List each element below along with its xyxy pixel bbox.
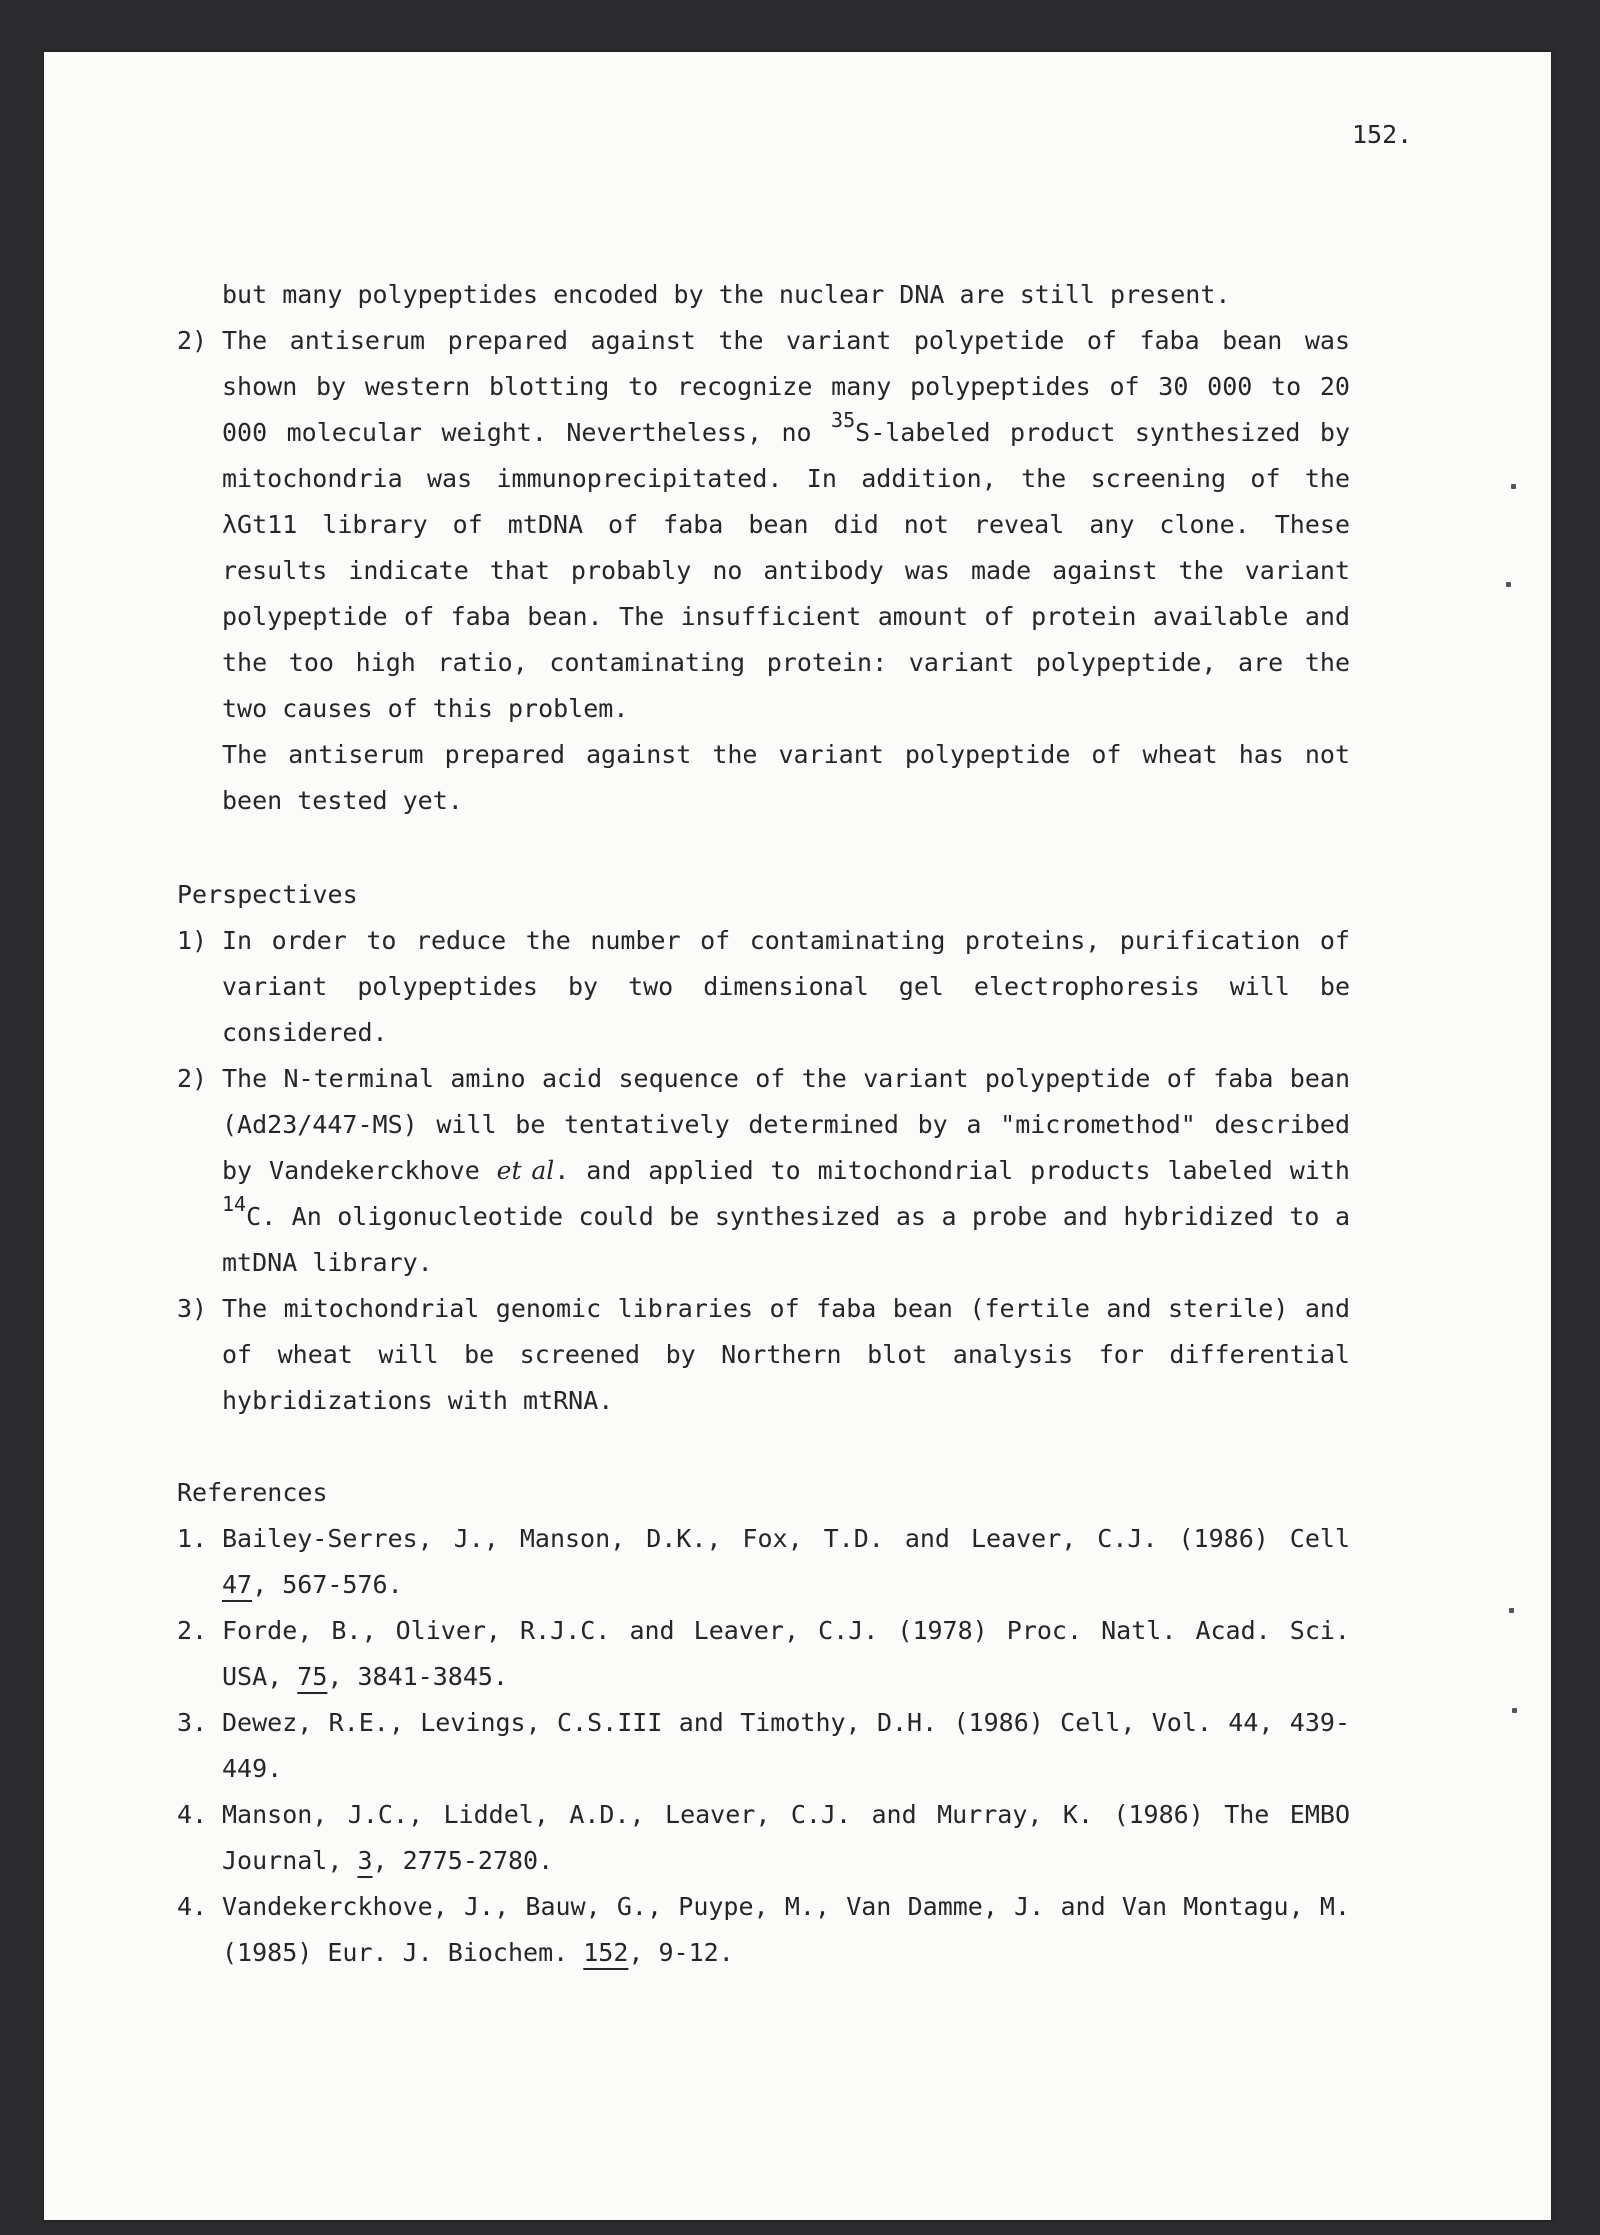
volume-number: 75 [297,1662,328,1691]
result-paragraph-2: The antiserum prepared against the variant polypeptide of wheat has not been tested yet. [222,740,1350,815]
results-section [177,272,1351,824]
reference-item [177,1516,1350,1608]
margin-mark [1512,1708,1517,1713]
margin-mark [1506,582,1511,587]
perspective-text: . and applied to mitochondrial products labeled with [554,1156,1350,1185]
references-list [177,1516,1350,1976]
result-item-2 [177,318,1351,732]
item-number: 2) [177,1064,208,1093]
references-section [177,1470,1350,1516]
volume-number: 3 [357,1846,373,1875]
perspectives-list [177,918,1350,1424]
perspectives-section [177,872,1350,918]
reference-text: Forde, B., Oliver, R.J.C. and Leaver, C.J. (1978) Proc. Natl. Acad. Sci. USA, [222,1616,1350,1691]
result-text-a: The antiserum prepared against the variant polypetide of faba bean was shown by western blotting to recognize many polypeptides of 30 000 to 20 000 molecular weight. Nevertheless, no [222,326,1350,447]
reference-item [177,1792,1350,1884]
item-number: 1) [177,926,208,955]
perspective-text: In order to reduce the number of contaminating proteins, purification of variant polypeptides by two dimensional gel electrophoresis will be considered. [222,926,1350,1047]
reference-number: 2. [177,1616,208,1645]
reference-text: Bailey-Serres, J., Manson, D.K., Fox, T.D. and Leaver, C.J. (1986) Cell [222,1524,1350,1553]
reference-text: Dewez, R.E., Levings, C.S.III and Timothy, D.H. (1986) Cell, Vol. 44, 439-449. [222,1708,1350,1783]
continuation-line: but many polypeptides encoded by the nuclear DNA are still present. [222,280,1231,309]
reference-text: Manson, J.C., Liddel, A.D., Leaver, C.J. and Murray, K. (1986) The EMBO Journal, [222,1800,1350,1875]
perspective-item [177,918,1350,1056]
reference-number: 3. [177,1708,208,1737]
perspective-item [177,1056,1350,1286]
reference-pages: , 9-12. [628,1938,734,1967]
reference-item [177,1884,1350,1976]
volume-number: 47 [222,1570,253,1599]
margin-mark [1511,484,1516,489]
reference-item [177,1608,1350,1700]
item-number: 3) [177,1294,208,1323]
isotope-superscript: 14 [222,1192,247,1216]
perspective-item [177,1286,1350,1424]
reference-text: Vandekerckhove, J., Bauw, G., Puype, M., Van Damme, J. and Van Montagu, M. (1985) Eur. J. Biochem. [222,1892,1350,1967]
reference-pages: , 3841-3845. [327,1662,508,1691]
reference-pages: , 567-576. [252,1570,403,1599]
margin-mark [1509,1608,1514,1613]
perspectives-heading: Perspectives [177,880,358,909]
perspective-text: The mitochondrial genomic libraries of faba bean (fertile and sterile) and of wheat will be screened by Northern blot analysis for differential hybridizations with mtRNA. [222,1294,1350,1415]
result-text-b: S-labeled product synthesized by mitochondria was immunoprecipitated. In addition, the screening of the λGt11 library of mtDNA of faba bean did not reveal any clone. These results indicate that probably no antibody was made against the variant polypeptide of faba bean. The insufficient amount of protein available and the too high ratio, contaminating protein: variant polypeptide, are the two causes of this problem. [222,418,1351,723]
reference-pages: , 2775-2780. [372,1846,554,1875]
reference-number: 4. [177,1800,208,1829]
reference-number: 1. [177,1524,208,1553]
reference-item [177,1700,1350,1792]
page-number: 152. [1352,120,1413,149]
et-al-italic: et al [496,1156,555,1185]
isotope-superscript: 35 [831,408,856,432]
perspective-text: C. An oligonucleotide could be synthesized as a probe and hybridized to a mtDNA library. [222,1202,1350,1277]
volume-number: 152 [583,1938,629,1967]
reference-number: 4. [177,1892,208,1921]
perspective-text: The N-terminal amino acid sequence of the variant polypeptide of faba bean (Ad23/447-MS) will be tentatively determined by a "micromethod" described by Vandekerckhove [222,1064,1350,1185]
item-number: 2) [177,326,208,355]
references-heading: References [177,1478,328,1507]
